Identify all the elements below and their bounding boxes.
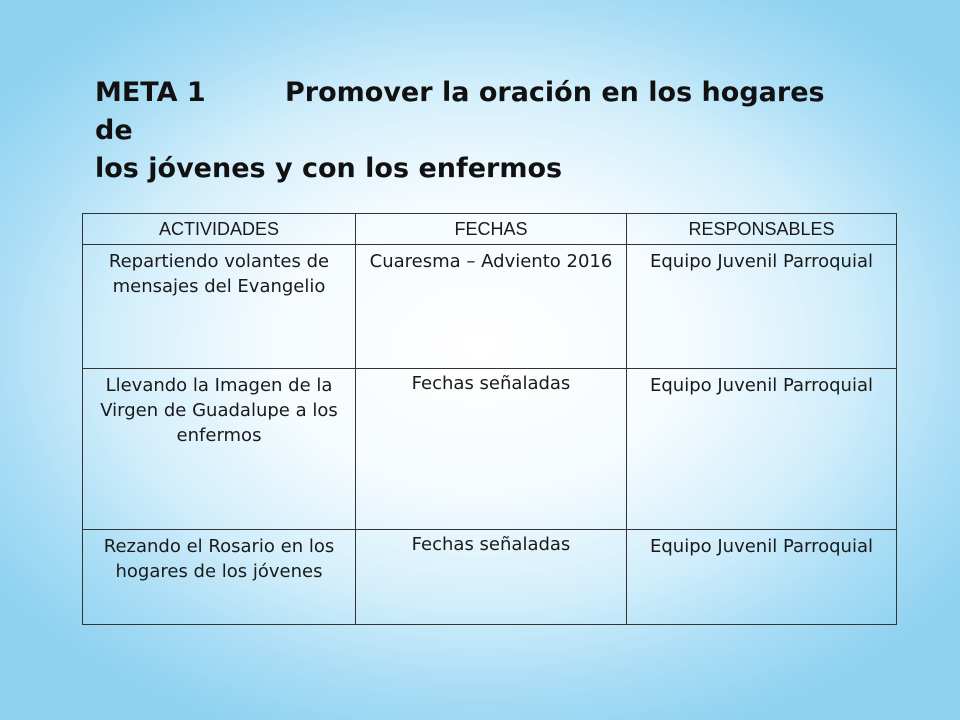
responsible-cell: Equipo Juvenil Parroquial [627, 245, 897, 369]
header-responsible: RESPONSABLES [627, 214, 897, 245]
responsible-cell: Equipo Juvenil Parroquial [627, 530, 897, 625]
goal-text-line1: Promover la oración en los hogares de [95, 77, 825, 146]
table-row [83, 369, 897, 530]
activities-table [82, 213, 897, 625]
goal-label: META 1 [95, 77, 206, 108]
table-row [83, 245, 897, 369]
activity-cell: Llevando la Imagen de la Virgen de Guadalupe a los enfermos [83, 369, 356, 530]
activity-cell: Rezando el Rosario en los hogares de los jóvenes [83, 530, 356, 625]
goal-text-line2: los jóvenes y con los enfermos [95, 153, 563, 184]
dates-cell: Fechas señaladas [356, 530, 627, 625]
table-header-row [83, 214, 897, 245]
header-dates: FECHAS [356, 214, 627, 245]
dates-cell: Fechas señaladas [356, 369, 627, 530]
activity-cell: Repartiendo volantes de mensajes del Evangelio [83, 245, 356, 369]
table-row [83, 530, 897, 625]
dates-cell: Cuaresma – Adviento 2016 [356, 245, 627, 369]
responsible-cell: Equipo Juvenil Parroquial [627, 369, 897, 530]
header-activities: ACTIVIDADES [83, 214, 356, 245]
slide-title [95, 74, 855, 188]
